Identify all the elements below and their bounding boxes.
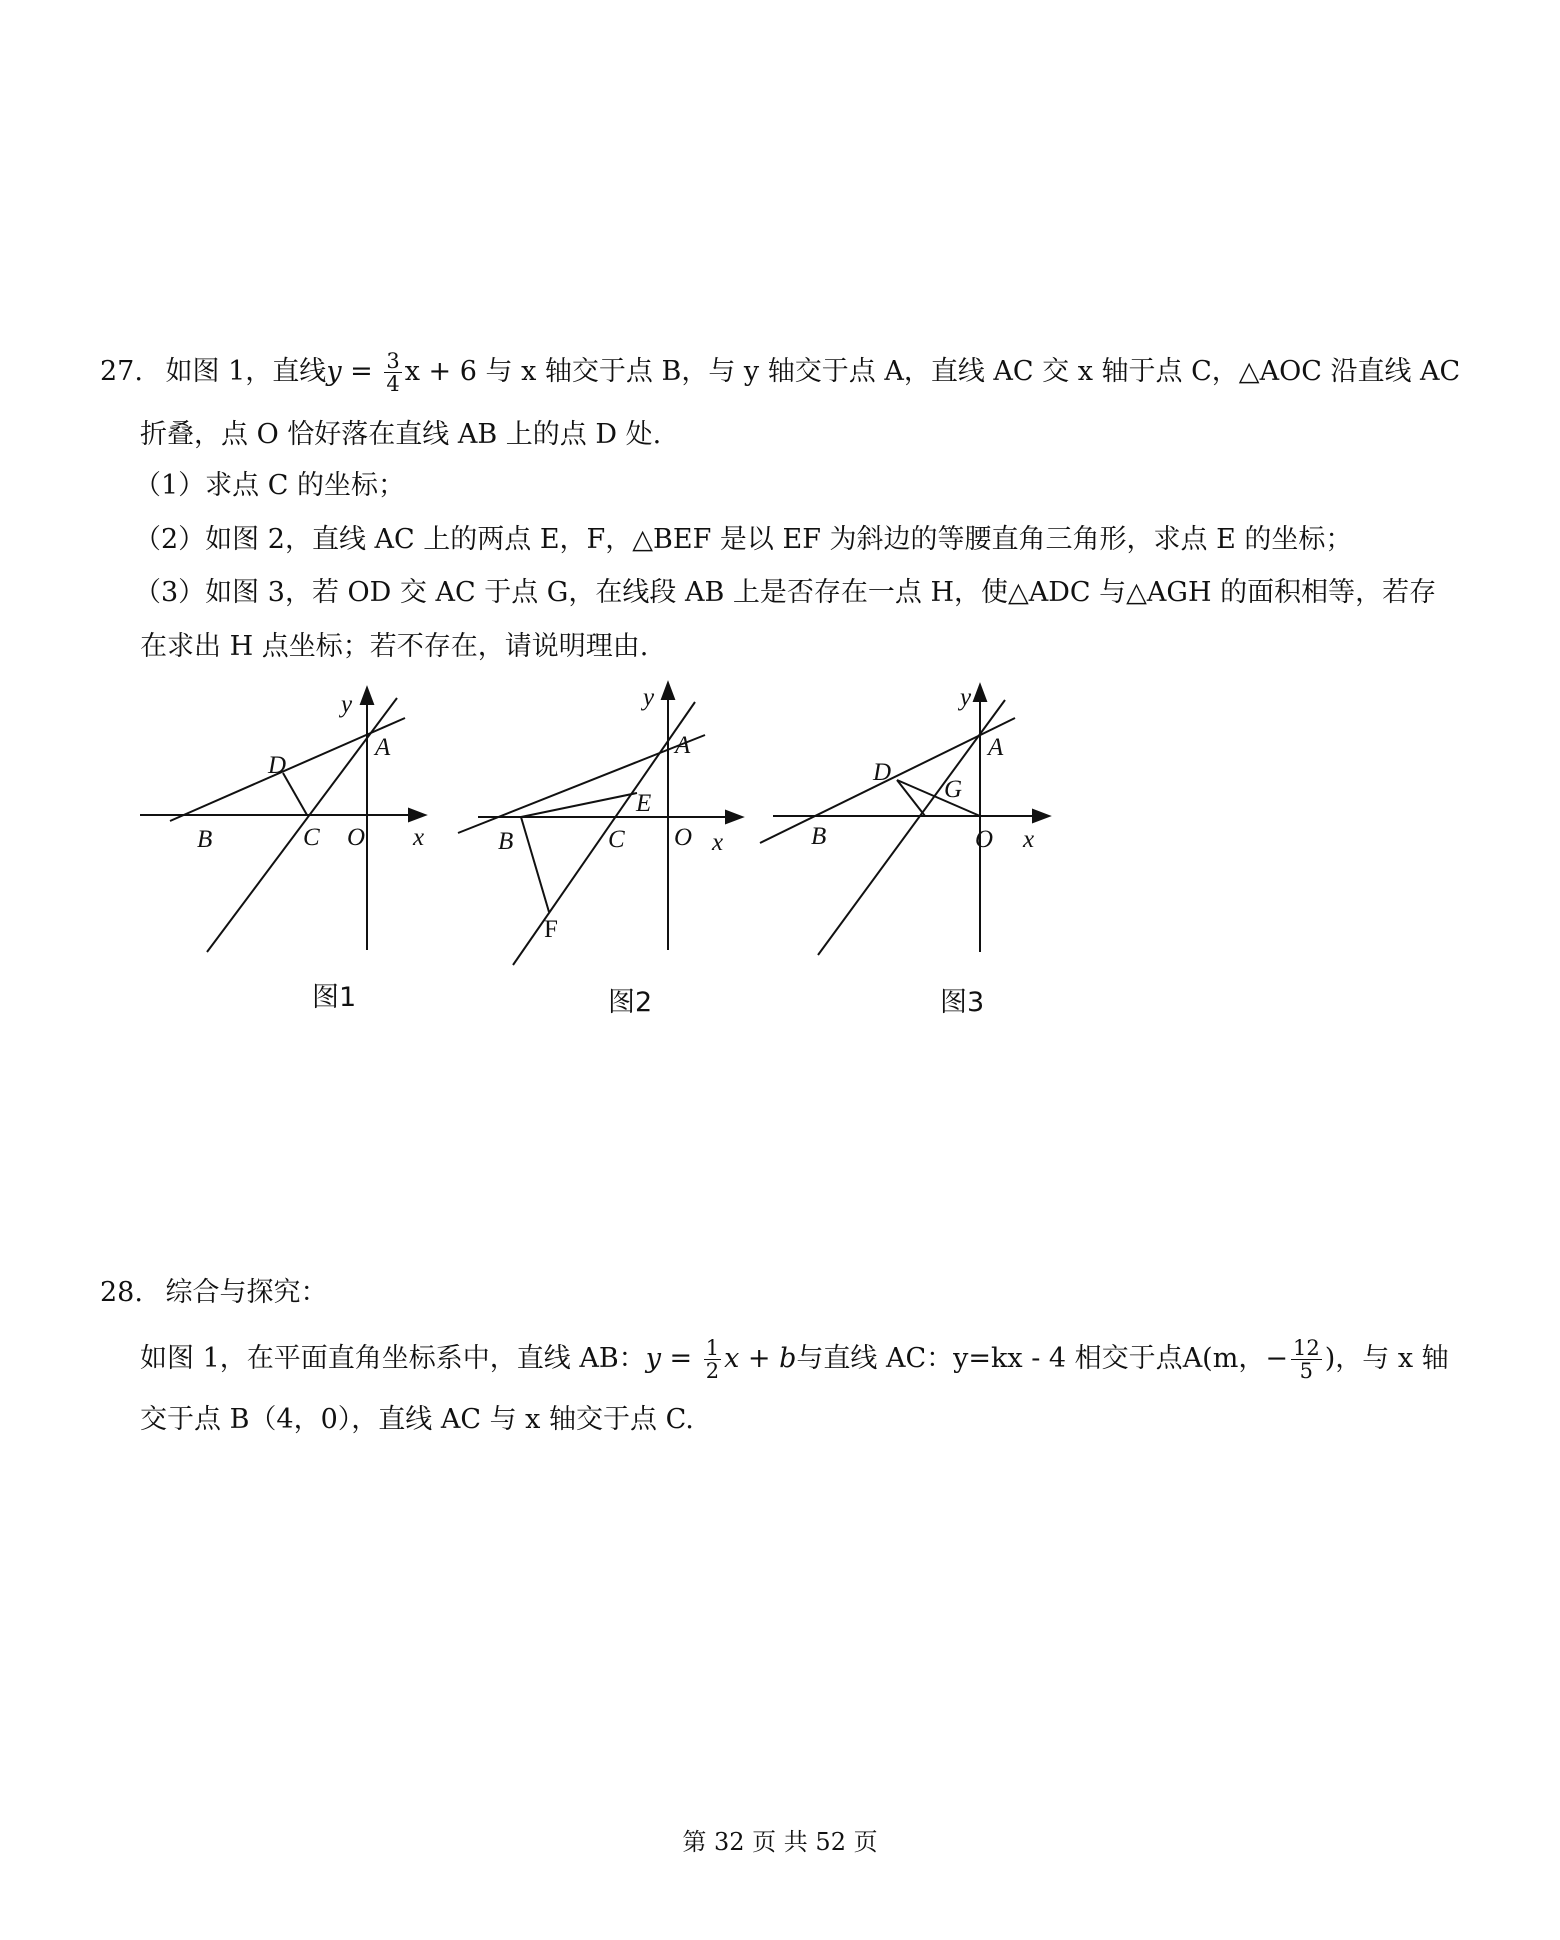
fig3-label-o: O [975, 826, 994, 853]
q27-text-b: 与 x 轴交于点 B，与 y 轴交于点 A，直线 AC 交 x 轴于点 C，△AOC 沿直线 AC [485, 356, 1461, 387]
fig2-label-c: C [608, 826, 625, 853]
fig1-label-y: y [341, 691, 353, 718]
fig3-label-g: G [944, 776, 963, 803]
q28-eq-post: x + b [724, 1343, 797, 1374]
q28-text-c: ，与 x 轴 [1335, 1343, 1449, 1374]
figure-2-caption: 图2 [608, 987, 653, 1018]
fig1-label-c: C [303, 824, 320, 851]
q28-fraction [704, 1337, 721, 1382]
q28-point-fraction [1291, 1337, 1322, 1382]
page-footer: 第 32 页 共 52 页 [682, 1828, 878, 1856]
fig1-label-b: B [197, 826, 213, 853]
fig3-y-arrow [974, 685, 986, 701]
fig3-label-d: D [873, 759, 892, 786]
fig3-label-y: y [960, 684, 972, 711]
q27-eq-post: x + 6 [404, 356, 477, 387]
fig3-label-x: x [1023, 826, 1035, 853]
fig3-segment-od [897, 780, 980, 816]
fig2-label-a: A [675, 732, 691, 759]
fig2-label-o: O [674, 824, 693, 851]
fig1-label-o: O [347, 824, 366, 851]
fig3-label-a: A [988, 734, 1004, 761]
figure-3 [755, 680, 1055, 970]
q28-point-num: 12 [1292, 1336, 1320, 1360]
fig2-label-x: x [712, 829, 724, 856]
fig2-y-arrow [662, 683, 674, 699]
q27-frac-num: 3 [386, 349, 400, 373]
q27-number: 27. [100, 356, 143, 387]
q27-fraction [384, 350, 401, 395]
fig1-segment-dc [283, 773, 307, 815]
figure-2 [450, 680, 750, 970]
q28-heading [100, 1273, 328, 1313]
fig2-label-e: E [636, 790, 652, 817]
q28-eq-pre: y = [645, 1343, 701, 1374]
q27-part3b: 在求出 H 点坐标；若不存在，请说明理由. [140, 631, 649, 662]
fig3-x-arrow [1033, 810, 1049, 822]
fig2-label-f: F [544, 916, 558, 943]
q27-text-a: 如图 1，直线 [165, 356, 327, 387]
q27-line1 [100, 350, 1460, 395]
fig1-y-arrow [361, 688, 373, 704]
q28-title: 综合与探究： [165, 1277, 328, 1308]
figure-3-caption: 图3 [940, 987, 985, 1018]
q28-line2: 交于点 B（4，0），直线 AC 与 x 轴交于点 C. [140, 1404, 694, 1435]
q28-point-post: ) [1324, 1343, 1336, 1374]
figure-1-caption: 图1 [312, 982, 357, 1013]
fig1-label-x: x [413, 824, 425, 851]
figure-1 [135, 680, 435, 960]
fig2-segment-be [521, 793, 637, 817]
fig1-line-ac [207, 698, 397, 952]
fig1-label-a: A [375, 734, 391, 761]
fig2-label-y: y [643, 684, 655, 711]
q28-text-a: 如图 1，在平面直角坐标系中，直线 AB： [140, 1343, 646, 1374]
q28-number: 28. [100, 1277, 143, 1308]
q28-point-pre: A(m，− [1182, 1343, 1288, 1374]
q28-text-b: 与直线 AC：y=kx - 4 相交于点 [796, 1343, 1183, 1374]
q28-frac-den: 2 [705, 1359, 720, 1383]
q27-part1: （1）求点 C 的坐标； [134, 470, 406, 501]
fig3-label-b: B [811, 823, 827, 850]
q28-line1 [140, 1337, 1449, 1382]
fig2-label-b: B [498, 828, 514, 855]
fig2-segment-bf [521, 817, 549, 912]
q28-point-den: 5 [1299, 1359, 1313, 1383]
q27-eq-pre: y = [326, 356, 382, 387]
q27-line2: 折叠，点 O 恰好落在直线 AB 上的点 D 处. [140, 419, 662, 450]
q27-part3a: （3）如图 3，若 OD 交 AC 于点 G，在线段 AB 上是否存在一点 H，使△ADC 与△AGH 的面积相等，若存 [134, 577, 1437, 608]
q27-frac-den: 4 [386, 372, 400, 396]
fig1-x-arrow [409, 809, 425, 821]
q27-part2: （2）如图 2，直线 AC 上的两点 E，F，△BEF 是以 EF 为斜边的等腰直角三角形，求点 E 的坐标； [134, 524, 1353, 555]
fig1-label-d: D [268, 752, 287, 779]
fig2-x-arrow [726, 811, 742, 823]
q28-frac-num: 1 [705, 1336, 720, 1360]
